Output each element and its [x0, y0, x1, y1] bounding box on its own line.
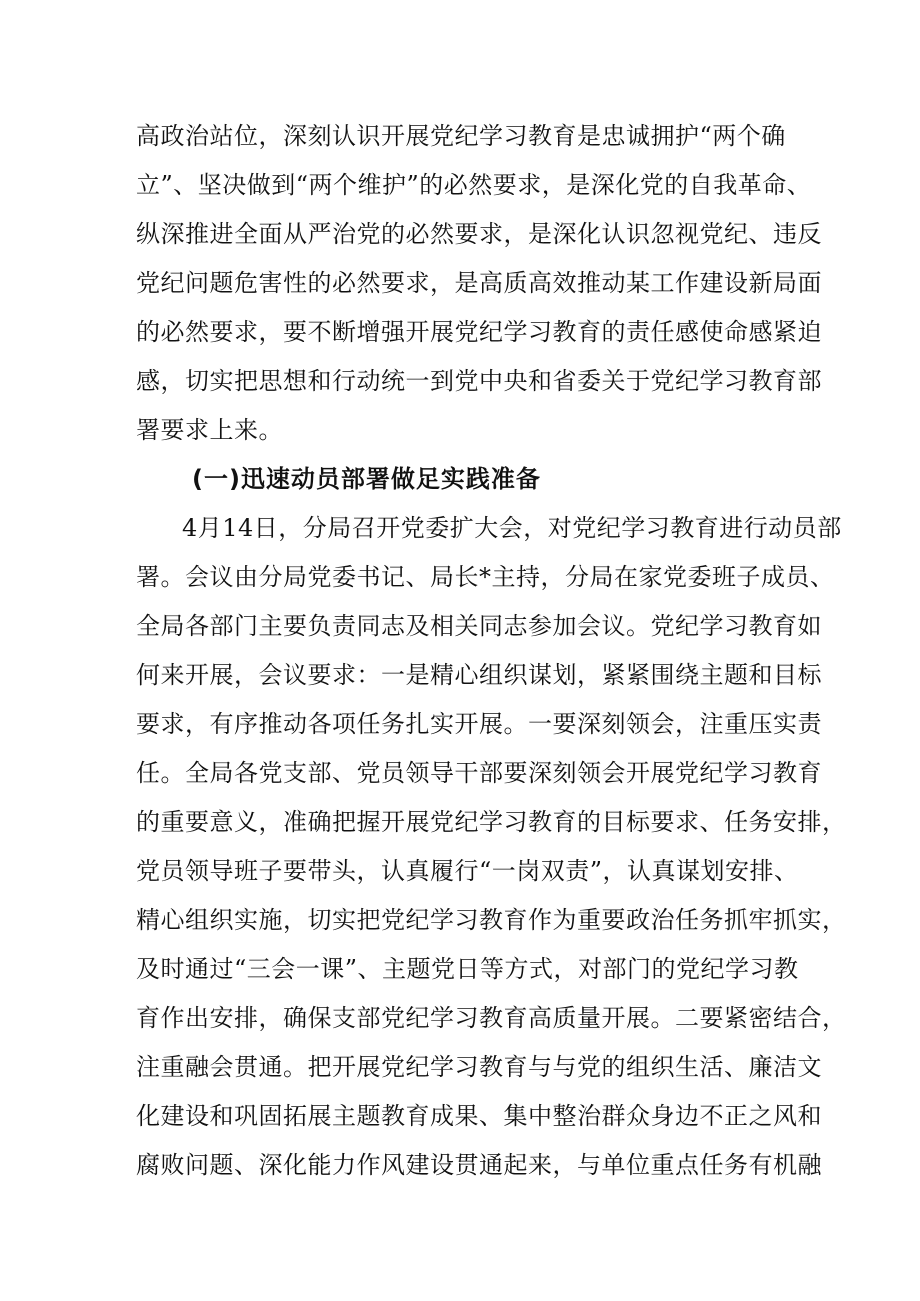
text-line: 化建设和巩固拓展主题教育成果、集中整治群众身边不正之风和 — [136, 1102, 822, 1130]
text-line: 注重融会贯通。把开展党纪学习教育与与党的组织生活、廉洁文 — [136, 1053, 822, 1081]
section-heading: (一)迅速动员部署做足实践准备 — [192, 465, 541, 493]
text-line: 党纪问题危害性的必然要求，是高质高效推动某工作建设新局面 — [136, 269, 822, 297]
paragraph-continuation — [136, 112, 822, 455]
text-line: 4月14日，分局召开党委扩大会，对党纪学习教育进行动员部 — [182, 514, 842, 542]
text-line: 及时通过“三会一课”、主题党日等方式，对部门的党纪学习教 — [136, 955, 799, 983]
text-line: 署。会议由分局党委书记、局长*主持，分局在家党委班子成员、 — [136, 563, 835, 591]
text-line: 育作出安排，确保支部党纪学习教育高质量开展。二要紧密结合， — [136, 1004, 847, 1032]
document-body — [136, 112, 847, 1190]
text-line: 感，切实把思想和行动统一到党中央和省委关于党纪学习教育部 — [136, 367, 822, 395]
text-line: 的重要意义，准确把握开展党纪学习教育的目标要求、任务安排， — [136, 808, 847, 836]
paragraph-mobilization — [136, 504, 847, 1190]
text-line: 高政治站位，深刻认识开展党纪学习教育是忠诚拥护“两个确 — [136, 122, 786, 150]
text-line: 纵深推进全面从严治党的必然要求，是深化认识忽视党纪、违反 — [136, 220, 822, 248]
text-line: 党员领导班子要带头，认真履行“一岗双责”，认真谋划安排、 — [136, 857, 799, 885]
text-line: 何来开展，会议要求：一是精心组织谋划，紧紧围绕主题和目标 — [136, 661, 822, 689]
text-line: 腐败问题、深化能力作风建设贯通起来，与单位重点任务有机融 — [136, 1151, 822, 1179]
text-line: 立”、坚决做到“两个维护”的必然要求，是深化党的自我革命、 — [136, 171, 812, 199]
text-line: 全局各部门主要负责同志及相关同志参加会议。党纪学习教育如 — [136, 612, 822, 640]
text-line: 精心组织实施，切实把党纪学习教育作为重要政治任务抓牢抓实， — [136, 906, 847, 934]
text-line: 任。全局各党支部、党员领导干部要深刻领会开展党纪学习教育 — [136, 759, 822, 787]
text-line: 署要求上来。 — [136, 416, 283, 444]
text-line: 要求，有序推动各项任务扎实开展。一要深刻领会，注重压实责 — [136, 710, 822, 738]
text-line: 的必然要求，要不断增强开展党纪学习教育的责任感使命感紧迫 — [136, 318, 822, 346]
